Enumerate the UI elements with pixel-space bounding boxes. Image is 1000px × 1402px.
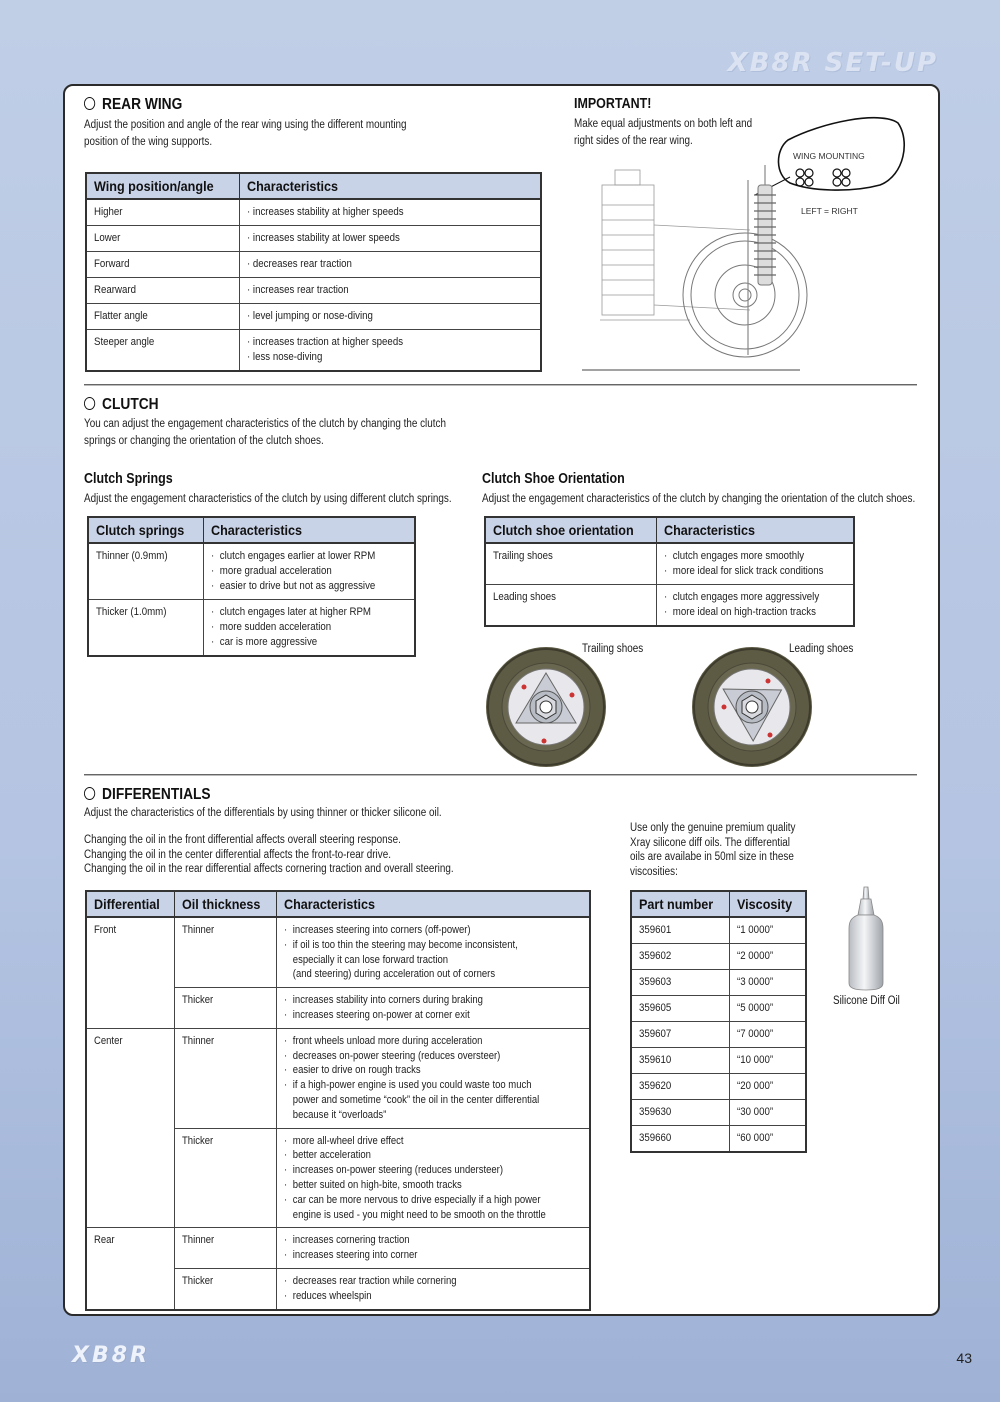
table-row: Forward · decreases rear traction <box>86 252 541 278</box>
rear-wing-heading: REAR WING <box>84 96 182 114</box>
important-heading: IMPORTANT! <box>574 96 652 112</box>
table-row: Trailing shoes · clutch engages more smoothly · more ideal for slick track conditions <box>485 543 854 585</box>
clutch-springs-heading: Clutch Springs <box>84 471 173 487</box>
table-row: Thinner (0.9mm) · clutch engages earlier at lower RPM · more gradual acceleration · easier to drive but not as aggressive <box>88 543 415 600</box>
table-row: 359620 “20 000” <box>631 1074 806 1100</box>
clutch-shoe-heading: Clutch Shoe Orientation <box>482 471 625 487</box>
table-row: 359601 “1 0000” <box>631 917 806 944</box>
clutch-springs-description: Adjust the engagement characteristics of the clutch by using different clutch springs. <box>84 493 452 505</box>
table-row: Lower · increases stability at lower speeds <box>86 226 541 252</box>
section-bullet-icon <box>84 397 95 410</box>
table-row: 359610 “10 000” <box>631 1048 806 1074</box>
clutch-shoe-description: Adjust the engagement characteristics of the clutch by changing the orientation of the clutch shoes. <box>482 493 916 505</box>
silicone-oil-bottle-icon <box>844 885 888 991</box>
left-right-label: LEFT = RIGHT <box>801 206 858 216</box>
table-row: Rearward · increases rear traction <box>86 278 541 304</box>
clutch-heading: CLUTCH <box>84 396 159 414</box>
rear-wing-mount-diagram <box>580 105 920 375</box>
wing-mounting-label: WING MOUNTING <box>793 151 865 161</box>
table-header: Part number <box>631 891 729 917</box>
table-header: Characteristics <box>657 517 854 543</box>
leading-shoes-label: Leading shoes <box>789 643 854 655</box>
important-text: Make equal adjustments on both left and right sides of the rear wing. <box>574 118 753 147</box>
differentials-description: Adjust the characteristics of the differentials by using thinner or thicker silicone oil. <box>84 807 442 819</box>
section-bullet-icon <box>84 97 95 110</box>
table-row: 359607 “7 0000” <box>631 1022 806 1048</box>
oil-viscosity-table <box>630 890 807 1153</box>
section-divider <box>84 384 917 386</box>
table-row: 359603 “3 0000” <box>631 970 806 996</box>
table-row: Front Thinner · increases steering into corners (off-power) · if oil is too thin the steering may become inconsistent, especially it can lose forward traction (and steering) during acceleration out of corners <box>86 917 590 988</box>
leading-shoes-clutch-image <box>690 645 814 769</box>
table-row: Thicker · increases stability into corners during braking · increases steering on-power at corner exit <box>86 988 590 1029</box>
differentials-table <box>85 890 591 1311</box>
trailing-shoes-label: Trailing shoes <box>582 643 644 655</box>
table-row: Thicker · more all-wheel drive effect · better acceleration · increases on-power steering (reduces understeer) · better suited on high-bite, smooth tracks · car can be more nervous to drive especially if a high power engine is used - you might need to be smooth on the throttle <box>86 1128 590 1228</box>
table-row: 359630 “30 000” <box>631 1100 806 1126</box>
oil-availability-note: Use only the genuine premium quality Xray silicone diff oils. The differential oils are availabe in 50ml size in these viscosities: <box>630 822 796 878</box>
table-header: Oil thickness <box>175 891 277 917</box>
table-row: Thicker · decreases rear traction while cornering · reduces wheelspin <box>86 1268 590 1309</box>
page-header-title: XB8R SET-UP <box>727 48 938 78</box>
table-header: Clutch shoe orientation <box>485 517 657 543</box>
silicone-oil-label: Silicone Diff Oil <box>833 995 900 1007</box>
footer-logo: XB8R <box>72 1343 150 1368</box>
table-header: Viscosity <box>729 891 806 917</box>
table-header: Wing position/angle <box>86 173 239 199</box>
table-row: Leading shoes · clutch engages more aggressively · more ideal on high-traction tracks <box>485 585 854 627</box>
table-row: Thicker (1.0mm) · clutch engages later at higher RPM · more sudden acceleration · car is more aggressive <box>88 600 415 657</box>
trailing-shoes-clutch-image <box>484 645 608 769</box>
table-header: Characteristics <box>203 517 415 543</box>
table-row: Flatter angle · level jumping or nose-diving <box>86 304 541 330</box>
table-row: Rear Thinner · increases cornering traction · increases steering into corner <box>86 1228 590 1269</box>
table-header: Characteristics <box>239 173 541 199</box>
clutch-springs-table <box>87 516 416 657</box>
table-row: 359660 “60 000” <box>631 1126 806 1153</box>
table-header: Clutch springs <box>88 517 203 543</box>
rear-wing-table <box>85 172 542 372</box>
page-number: 43 <box>956 1350 972 1366</box>
clutch-shoe-table <box>484 516 855 627</box>
table-row: Higher · increases stability at higher speeds <box>86 199 541 226</box>
table-row: 359605 “5 0000” <box>631 996 806 1022</box>
table-row: Center Thinner · front wheels unload more during acceleration · decreases on-power steering (reduces oversteer) · easier to drive on rough tracks · if a high-power engine is used you could waste too much power and sometime “cook” the oil in the center differential because it “overloads” <box>86 1028 590 1128</box>
section-bullet-icon <box>84 787 95 800</box>
rear-wing-description: Adjust the position and angle of the rear wing using the different mounting position of the wing supports. <box>84 119 407 148</box>
table-header: Differential <box>86 891 175 917</box>
table-row: Steeper angle · increases traction at higher speeds · less nose-diving <box>86 330 541 372</box>
table-header: Characteristics <box>277 891 590 917</box>
clutch-description: You can adjust the engagement characteristics of the clutch by changing the clutch springs or changing the orientation of the clutch shoes. <box>84 418 446 447</box>
wing-mount-holes-icon <box>796 169 850 186</box>
differentials-heading: DIFFERENTIALS <box>84 786 211 804</box>
section-divider <box>84 774 917 776</box>
differentials-notes: Changing the oil in the front differential affects overall steering response. Changing the oil in the center differential affects the front-to-rear drive. Changing the oil in the rear differential affects cornering traction and overall steering. <box>84 834 454 875</box>
table-row: 359602 “2 0000” <box>631 944 806 970</box>
